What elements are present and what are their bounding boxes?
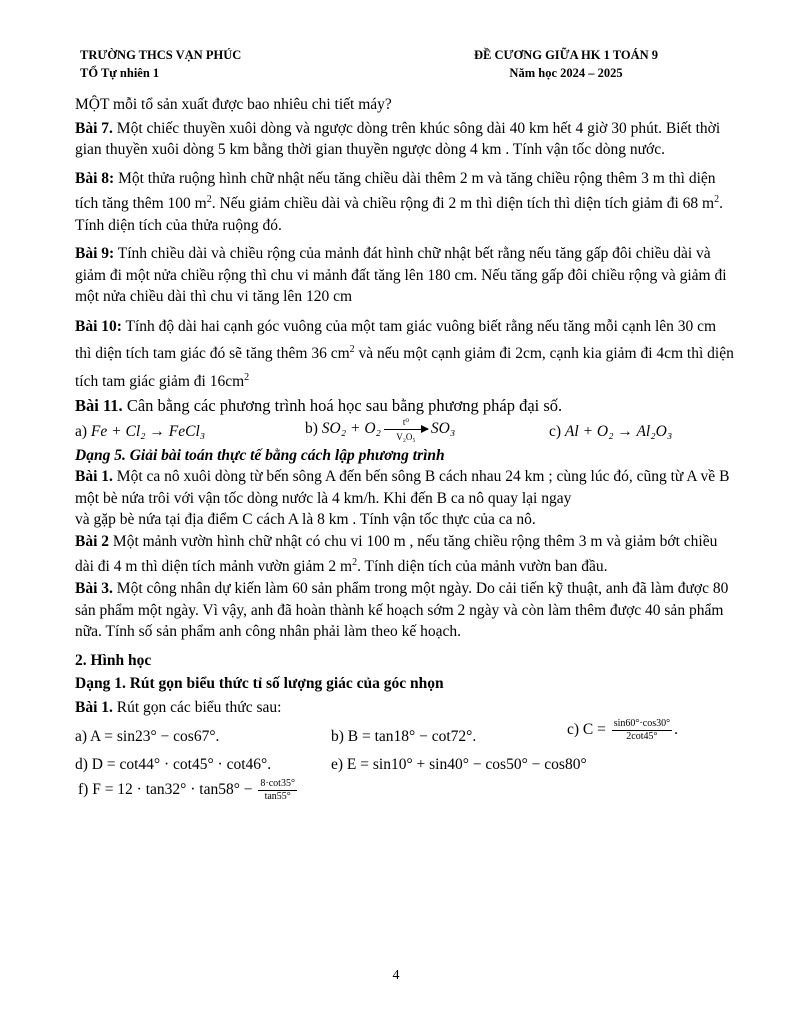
- header-right: [474, 46, 658, 82]
- dang5-exercise-1-cont: và gặp bè nứa tại địa điểm C cách A là 8 km . Tính vận tốc thực của ca nô.: [75, 511, 536, 529]
- trig-row-2: [75, 752, 735, 778]
- exercise-text: . Tính diện tích của mảnh vườn ban đầu.: [357, 558, 608, 576]
- exercise-text: Một thửa ruộng hình chữ nhật nếu tăng chiều dài thêm 2 m và tăng chiều rộng thêm 3 m thì diện tích tăng thêm 100 m: [75, 169, 716, 213]
- exam-title: ĐỀ CƯƠNG GIỮA HK 1 TOÁN 9: [474, 48, 659, 62]
- exercise-label: Bài 3.: [75, 580, 113, 598]
- trig-row-1: [75, 718, 735, 752]
- arrow-top-condition: t⁰: [402, 416, 409, 427]
- denominator: tan55°: [264, 791, 291, 803]
- exercise-label: Bài 8:: [75, 169, 115, 187]
- exercise-7: [75, 118, 735, 161]
- exercise-label: Bài 9:: [75, 245, 115, 263]
- exercise-text: Rút gọn các biểu thức sau:: [112, 698, 282, 716]
- school-name: TRƯỜNG THCS VẠN PHÚC: [80, 48, 242, 62]
- trig-expr-f: [78, 778, 299, 803]
- exercise-text: và nếu một cạnh giảm đi 2cm, cạnh kia giảm đi 4cm thì diện tích tam giác giảm đi 16cm: [75, 345, 734, 390]
- trig-expr-d: d) D = cot44° · cot45° · cot46°.: [75, 756, 272, 774]
- chem-eq-b: [305, 417, 455, 442]
- exercise-text: . Nếu giảm chiều dài và chiều rộng đi 2 m thì diện tích thì diện tích giảm đi 68 m: [211, 195, 715, 213]
- exercise-8: [75, 168, 735, 237]
- item-label: a): [75, 422, 88, 440]
- exercise-label: Bài 10:: [75, 317, 122, 335]
- dang5-exercise-1: [75, 466, 735, 509]
- superscript: 2: [714, 194, 720, 205]
- document-body: [75, 94, 735, 812]
- section-dang-1: Dạng 1. Rút gọn biểu thức tỉ số lượng giác của góc nhọn: [75, 675, 444, 693]
- department-name: TỔ Tự nhiên 1: [80, 66, 160, 80]
- chem-eq-a: [75, 421, 205, 443]
- exercise-text: Cân bằng các phương trình hoá học sau bằng phương pháp đại số.: [122, 396, 563, 416]
- arrow-shaft: [384, 429, 428, 430]
- trig-expr-e: e) E = sin10° + sin40° − cos50° − cos80°: [331, 756, 587, 774]
- trig-expr-a: a) A = sin23° − cos67°.: [75, 728, 220, 746]
- denominator: 2cot45°: [626, 731, 658, 743]
- equation-right: SO₃: [430, 420, 456, 438]
- exercise-text: Một ca nô xuôi dòng từ bến sông A đến bến sông B cách nhau 24 km ; cùng lúc đó, cũng từ A về B một bè nứa trôi với vận tốc dòng nước là 4 km/h. Khi đến B ca nô quay lại ngay: [75, 468, 730, 507]
- fraction: [612, 718, 672, 743]
- trig-expr-c: [567, 718, 678, 743]
- equation: Al + O₂ → Al₂O₃: [564, 422, 673, 440]
- section-geometry: 2. Hình học: [75, 651, 152, 669]
- exercise-label: Bài 1.: [75, 468, 113, 486]
- dang5-exercise-3: [75, 578, 735, 643]
- expr-prefix: c) C =: [567, 721, 610, 739]
- superscript: 2: [206, 194, 212, 205]
- exercise-text: Tính chiều dài và chiều rộng của mảnh đát hình chữ nhật bết rằng nếu tăng gấp đôi chiều dài và giảm đi một nửa chiều rộng thì chu vi mảnh đất tăng lên 180 cm. Nếu tăng gấp đôi chiều rộng và giảm đi một nửa chiều dài thì chu vi tăng lên 120 cm: [75, 245, 727, 306]
- exercise-text: . Tính diện tích của thửa ruộng đó.: [75, 195, 723, 234]
- numerator: sin60°·cos30°: [613, 718, 671, 730]
- arrow-bottom-catalyst: V₂O₅: [396, 431, 416, 442]
- exercise-10: [75, 315, 735, 394]
- exercise-text: Một mảnh vườn hình chữ nhật có chu vi 100 m , nếu tăng chiều rộng thêm 3 m và giảm bớt chiều dài đi 4 m thì diện tích mảnh vườn giảm 2 m: [75, 532, 718, 576]
- item-label: c): [549, 422, 562, 440]
- item-label: b): [305, 420, 318, 438]
- geometry-exercise-1: [75, 697, 735, 719]
- page-number: 4: [392, 968, 400, 983]
- chemistry-equations: [75, 417, 735, 445]
- section-dang-5: Dạng 5. Giải bài toán thực tế bằng cách lập phương trình: [75, 446, 445, 464]
- trig-row-3: [75, 778, 735, 812]
- dang5-exercise-2: [75, 531, 735, 578]
- expr-prefix: f) F = 12 · tan32° · tan58° −: [78, 781, 257, 799]
- exercise-text: Một chiếc thuyền xuôi dòng và ngược dòng trên khúc sông dài 40 km hết 4 giờ 30 phút. Biết thời gian thuyền xuôi dòng 5 km bằng thời gian thuyền ngược dòng 4 km . Tính vận tốc dòng nước.: [75, 119, 721, 158]
- fraction: [258, 778, 297, 803]
- exercise-9: [75, 243, 735, 308]
- exercise-label: Bài 2: [75, 532, 110, 550]
- superscript: 2: [352, 557, 358, 569]
- exercise-text: Một công nhân dự kiến làm 60 sản phẩm trong một ngày. Do cải tiến kỹ thuật, anh đã làm được 80 sản phẩm một ngày. Vì vậy, anh đã hoàn thành kế hoạch sớm 2 ngày và còn làm thêm được 40 sản phẩm nữa. Tính số sản phẩm anh công nhân phải làm theo kế hoạch.: [75, 580, 729, 641]
- equation-left: SO₂ + O₂: [321, 420, 381, 438]
- superscript: 2: [349, 344, 355, 356]
- trig-expr-b: b) B = tan18° − cot72°.: [331, 728, 477, 746]
- exercise-label: Bài 1.: [75, 698, 113, 716]
- equation: Fe + Cl₂ → FeCl₃: [90, 422, 206, 440]
- header-left: [80, 46, 241, 82]
- continuation-line: MỘT mỗi tổ sản xuất được bao nhiêu chi tiết máy?: [75, 96, 392, 113]
- exercise-text: Tính độ dài hai cạnh góc vuông của một tam giác vuông biết rằng nếu tăng mỗi cạnh lên 30 cm thì diện tích tam giác đó sẽ tăng thêm 36 cm: [75, 317, 717, 363]
- chem-eq-c: [549, 421, 672, 443]
- exercise-label: Bài 7.: [75, 119, 113, 137]
- superscript: 2: [244, 371, 250, 383]
- numerator: 8·cot35°: [260, 778, 295, 790]
- exercise-label: Bài 11.: [75, 396, 123, 416]
- school-year: Năm học 2024 – 2025: [509, 66, 623, 80]
- exercise-11: [75, 395, 735, 417]
- expr-suffix: .: [674, 721, 678, 739]
- reaction-arrow: [384, 417, 428, 442]
